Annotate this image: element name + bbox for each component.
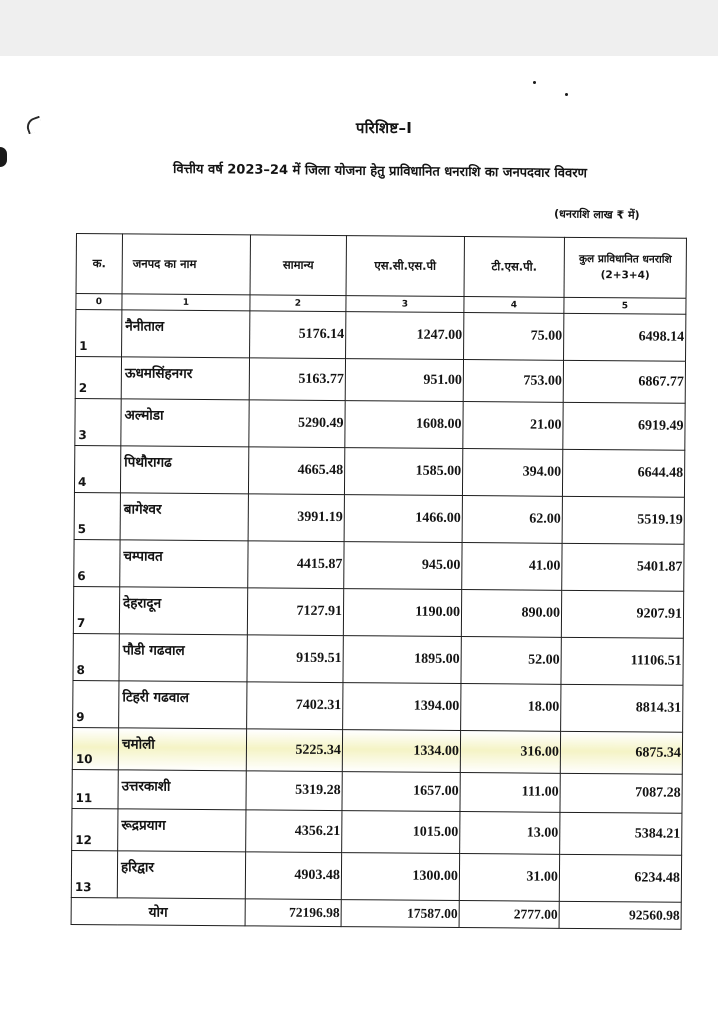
row-serial: 4: [74, 445, 120, 492]
row-serial: 8: [73, 633, 119, 680]
header-serial: क.: [76, 234, 122, 294]
header-tsp: टी.एस.पी.: [464, 237, 564, 298]
row-scsp-amount: 951.00: [345, 359, 463, 402]
row-general-amount: 5225.34: [246, 729, 342, 772]
allocation-table-wrapper: [71, 233, 686, 930]
row-general-amount: 4415.87: [248, 541, 344, 589]
table-row: [71, 850, 681, 902]
row-total-amount: 7087.28: [560, 773, 682, 813]
row-district-name: ऊधमसिंहनगर: [121, 357, 249, 400]
row-scsp-amount: 1657.00: [342, 772, 460, 812]
row-general-amount: 4903.48: [245, 852, 341, 900]
table-row: [72, 769, 682, 813]
row-tsp-amount: 18.00: [461, 684, 561, 732]
header-total: कुल प्राविधानित धनराशि (2+3+4): [564, 237, 686, 298]
page-title: परिशिष्ट–I: [355, 119, 413, 137]
row-district-name: पिथौरागढ: [120, 446, 248, 494]
row-serial: 7: [73, 586, 119, 633]
row-serial: 12: [72, 808, 118, 850]
table-row: [75, 357, 685, 404]
row-tsp-amount: 21.00: [463, 402, 563, 450]
total-tsp-amount: 2777.00: [459, 901, 559, 929]
table-row: [76, 310, 686, 362]
index-cell: 2: [250, 295, 346, 312]
table-row: [73, 586, 683, 638]
header-scsp: एस.सी.एस.पी: [346, 236, 464, 297]
table-row: [75, 398, 685, 450]
row-general-amount: 4665.48: [248, 447, 344, 495]
row-serial: 5: [74, 492, 120, 539]
row-tsp-amount: 111.00: [460, 773, 560, 813]
row-district-name: नैनीताल: [122, 310, 250, 358]
row-general-amount: 9159.51: [247, 635, 343, 683]
row-tsp-amount: 890.00: [461, 590, 561, 638]
row-general-amount: 7402.31: [247, 682, 343, 730]
row-serial: 11: [72, 769, 118, 808]
row-serial: 1: [76, 310, 122, 357]
row-total-amount: 5384.21: [560, 812, 682, 855]
row-total-amount: 8814.31: [561, 684, 683, 732]
page-subtitle: वित्तीय वर्ष 2023–24 में जिला योजना हेतु प्राविधानित धनराशि का जनपदवार विवरण: [172, 161, 588, 182]
row-scsp-amount: 1394.00: [343, 683, 461, 731]
row-district-name: देहरादून: [119, 587, 247, 635]
row-tsp-amount: 31.00: [459, 854, 559, 902]
row-total-amount: 6498.14: [564, 313, 686, 361]
index-cell: 0: [76, 294, 122, 310]
row-scsp-amount: 1300.00: [341, 853, 459, 901]
index-cell: 1: [122, 294, 250, 311]
total-general-amount: 72196.98: [245, 899, 341, 927]
row-tsp-amount: 62.00: [462, 496, 562, 544]
row-general-amount: 5176.14: [250, 311, 346, 359]
row-serial: 3: [75, 398, 121, 445]
row-general-amount: 5319.28: [246, 771, 342, 811]
row-total-amount: 6875.34: [560, 731, 682, 774]
row-tsp-amount: 75.00: [464, 313, 564, 361]
row-tsp-amount: 394.00: [462, 449, 562, 497]
row-total-amount: 11106.51: [561, 637, 683, 685]
row-total-amount: 5519.19: [562, 496, 684, 544]
header-district: जनपद का नाम: [122, 234, 250, 295]
table-row: [72, 727, 682, 774]
row-scsp-amount: 1895.00: [343, 636, 461, 684]
row-general-amount: 7127.91: [247, 588, 343, 636]
row-total-amount: 6234.48: [559, 854, 681, 902]
row-tsp-amount: 753.00: [463, 360, 563, 403]
header-general: सामान्य: [250, 235, 346, 296]
row-serial: 6: [74, 539, 120, 586]
row-general-amount: 4356.21: [246, 810, 342, 853]
row-scsp-amount: 1190.00: [343, 589, 461, 637]
row-total-amount: 6867.77: [563, 360, 685, 403]
total-grand-amount: 92560.98: [559, 901, 681, 929]
row-district-name: अल्मोडा: [121, 399, 249, 447]
row-serial: 10: [72, 727, 118, 769]
table-row: [72, 808, 682, 855]
unit-note: (धनराशि लाख ₹ में): [553, 207, 640, 222]
table-row: [74, 539, 684, 591]
row-district-name: रूद्रप्रयाग: [118, 809, 246, 852]
index-cell: 4: [464, 297, 564, 314]
table-total-row: [71, 897, 681, 929]
row-district-name: उत्तरकाशी: [118, 770, 246, 810]
table-row: [73, 680, 683, 732]
row-total-amount: 5401.87: [562, 543, 684, 591]
table-header-row: [76, 234, 686, 299]
row-serial: 9: [73, 680, 119, 727]
scan-mark: [565, 93, 568, 96]
row-serial: 13: [71, 850, 117, 897]
table-row: [74, 492, 684, 544]
row-general-amount: 3991.19: [248, 494, 344, 542]
viewer-top-bar: [0, 0, 718, 56]
row-district-name: चमोली: [118, 728, 246, 771]
row-scsp-amount: 1334.00: [342, 730, 460, 773]
row-district-name: पौडी गढवाल: [119, 634, 247, 682]
total-label: योग: [71, 897, 245, 925]
table-row: [74, 445, 684, 497]
total-scsp-amount: 17587.00: [341, 900, 459, 928]
table-row: [73, 633, 683, 685]
allocation-table: [71, 233, 687, 930]
row-general-amount: 5163.77: [249, 358, 345, 401]
row-tsp-amount: 316.00: [460, 731, 560, 774]
row-tsp-amount: 13.00: [460, 812, 560, 855]
row-tsp-amount: 41.00: [462, 543, 562, 591]
row-total-amount: 9207.91: [561, 590, 683, 638]
row-total-amount: 6644.48: [562, 449, 684, 497]
index-cell: 5: [564, 297, 686, 314]
row-scsp-amount: 1608.00: [345, 401, 463, 449]
row-scsp-amount: 1015.00: [342, 811, 460, 854]
row-tsp-amount: 52.00: [461, 637, 561, 685]
row-scsp-amount: 1585.00: [344, 448, 462, 496]
row-scsp-amount: 1466.00: [344, 495, 462, 543]
row-district-name: चम्पावत: [120, 540, 248, 588]
row-serial: 2: [75, 357, 121, 399]
index-cell: 3: [346, 296, 464, 313]
scan-mark: [533, 81, 536, 84]
row-district-name: हरिद्वार: [117, 851, 245, 899]
row-total-amount: 6919.49: [563, 402, 685, 450]
row-district-name: बागेश्वर: [120, 493, 248, 541]
row-scsp-amount: 1247.00: [346, 312, 464, 360]
row-scsp-amount: 945.00: [344, 542, 462, 590]
row-district-name: टिहरी गढवाल: [119, 681, 247, 729]
row-general-amount: 5290.49: [249, 400, 345, 448]
